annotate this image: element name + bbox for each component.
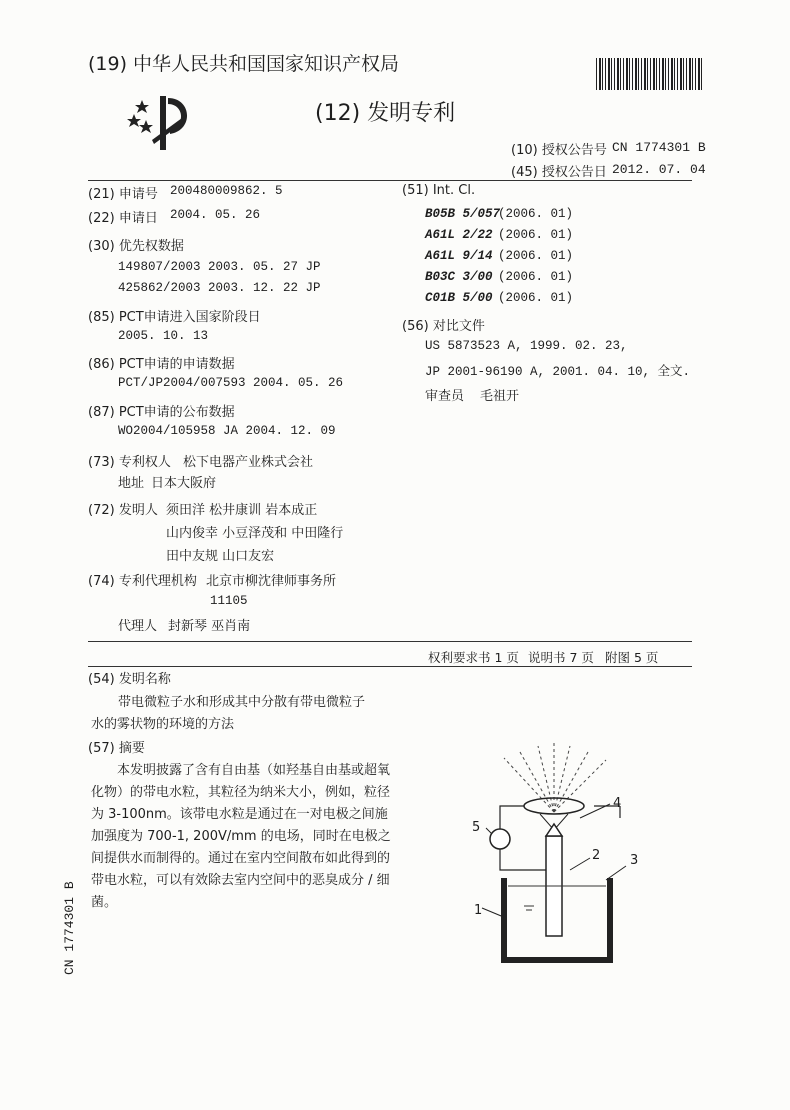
ref-1: US 5873523 A, 1999. 02. 23, <box>425 339 628 353</box>
agents: 封新琴 巫肖南 <box>168 619 251 634</box>
inventors-line-3: 田中友规 山口友宏 <box>166 549 275 564</box>
intcl-code-4: B03C 3/00 <box>425 270 493 284</box>
cnipa-logo <box>122 88 202 158</box>
patentee: 松下电器产业株式会社 <box>183 455 314 470</box>
pages-rule-top <box>88 641 692 642</box>
pct-pub: WO2004/105958 JA 2004. 12. 09 <box>118 424 336 438</box>
pct-entry-date: 2005. 10. 13 <box>118 329 209 343</box>
agency-label: (74) 专利代理机构 <box>88 574 197 589</box>
pct-pub-label: (87) PCT申请的公布数据 <box>88 405 235 420</box>
intcl-code-1: B05B 5/057 <box>425 207 501 221</box>
app-date: 2004. 05. 26 <box>170 208 261 222</box>
pct-app-label: (86) PCT申请的申请数据 <box>88 357 235 372</box>
app-no-label: (21) 申请号 <box>88 187 158 202</box>
barcode <box>596 58 702 90</box>
app-no: 200480009862. 5 <box>170 184 283 198</box>
pub-no-label: (10) 授权公告号 <box>511 143 607 158</box>
figure-label-1: 1 <box>474 903 483 918</box>
ref-2: JP 2001-96190 A, 2001. 04. 10, 全文. <box>425 365 691 379</box>
intcl-ver-4: (2006. 01) <box>498 270 574 284</box>
pct-entry-label: (85) PCT申请进入国家阶段日 <box>88 310 261 325</box>
inventors-line-2: 山内俊幸 小豆泽茂和 中田隆行 <box>166 526 344 541</box>
intcl-code-2: A61L 2/22 <box>425 228 493 242</box>
office-name: (19) 中华人民共和国国家知识产权局 <box>88 53 400 75</box>
abstract-label: (57) 摘要 <box>88 741 145 756</box>
pub-date-label: (45) 授权公告日 <box>511 165 607 180</box>
header-rule <box>88 180 692 181</box>
title-label: (54) 发明名称 <box>88 672 171 687</box>
priority-1: 149807/2003 2003. 05. 27 JP <box>118 260 321 274</box>
agent-label: 代理人 <box>118 619 158 634</box>
inventor-label: (72) 发明人 <box>88 503 158 518</box>
pub-no: CN 1774301 B <box>612 140 706 155</box>
refs-label: (56) 对比文件 <box>402 319 485 334</box>
claims-pages: 权利要求书 1 页 <box>428 650 519 665</box>
agency: 北京市柳沈律师事务所 <box>206 574 337 589</box>
intcl-code-3: A61L 9/14 <box>425 249 493 263</box>
figure-label-2: 2 <box>592 848 601 863</box>
pages-rule-bottom <box>88 666 692 667</box>
intcl-code-5: C01B 5/00 <box>425 291 493 305</box>
intcl-ver-5: (2006. 01) <box>498 291 574 305</box>
invention-title-line-2: 水的雾状物的环境的方法 <box>91 717 235 732</box>
figs-pages: 附图 5 页 <box>605 650 659 665</box>
address: 日本大阪府 <box>151 476 217 491</box>
figure-label-5: 5 <box>472 820 481 835</box>
address-label: 地址 <box>118 476 145 491</box>
abstract-text: 本发明披露了含有自由基（如羟基自由基或超氧化物）的带电水粒，其粒径为纳米大小，例如，粒径为 3-100nm。该带电水粒是通过在一对电极之间施加强度为 700-1, 200V/mm 的电场，同时在电极之间提供水而制得的。通过在室内空间散布如此得到的带电水粒，可以有效除去室内空间中的恶臭成分 / 细菌。 <box>91 763 391 910</box>
document-type: (12) 发明专利 <box>315 101 456 126</box>
inventors-line-1: 须田洋 松井康训 岩本成正 <box>166 503 318 518</box>
priority-2: 425862/2003 2003. 12. 22 JP <box>118 281 321 295</box>
side-patent-number: CN 1774301 B <box>62 881 77 975</box>
device-figure <box>430 740 660 970</box>
app-date-label: (22) 申请日 <box>88 211 158 226</box>
figure-label-4: 4 <box>613 796 622 811</box>
intcl-ver-3: (2006. 01) <box>498 249 574 263</box>
pub-date: 2012. 07. 04 <box>612 162 706 177</box>
pct-app: PCT/JP2004/007593 2004. 05. 26 <box>118 376 344 390</box>
intcl-ver-2: (2006. 01) <box>498 228 574 242</box>
examiner-label: 审查员 <box>425 389 465 404</box>
invention-title-line-1: 带电微粒子水和形成其中分散有带电微粒子 <box>118 695 366 710</box>
figure-label-3: 3 <box>630 853 639 868</box>
intcl-label: (51) Int. Cl. <box>402 183 476 198</box>
examiner: 毛祖开 <box>480 389 520 404</box>
priority-label: (30) 优先权数据 <box>88 239 184 254</box>
intcl-ver-1: (2006. 01) <box>498 207 574 221</box>
agency-code: 11105 <box>210 594 248 608</box>
desc-pages: 说明书 7 页 <box>528 650 594 665</box>
patentee-label: (73) 专利权人 <box>88 455 171 470</box>
